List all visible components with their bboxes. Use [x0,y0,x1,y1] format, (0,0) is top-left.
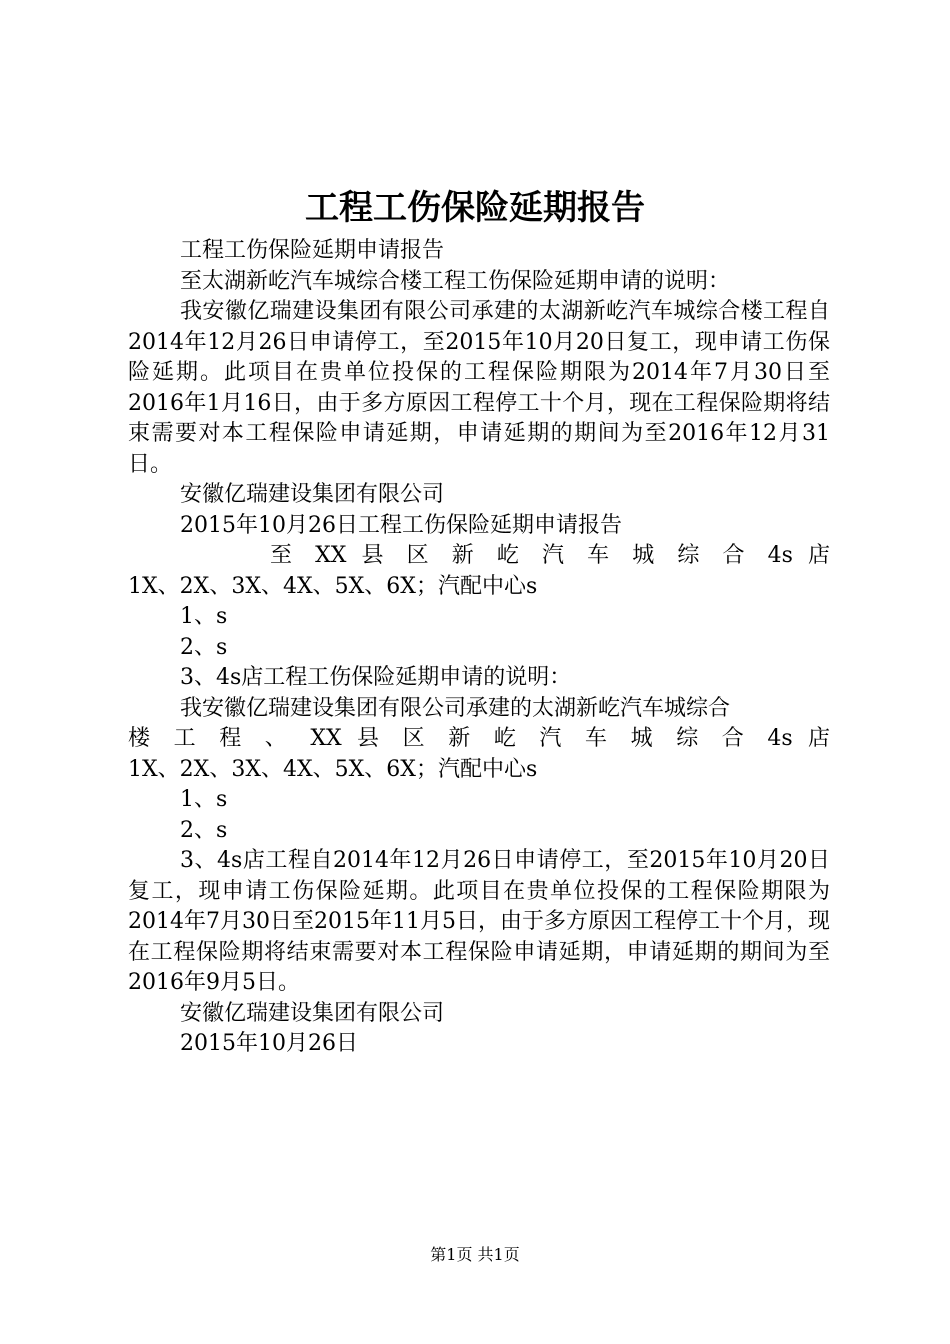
paragraph: 2015年10月26日工程工伤保险延期申请报告 [180,512,622,538]
paragraph: 我安徽亿瑞建设集团有限公司承建的太湖新屹汽车城综合楼工程自2014年12月26日申请停工，至2015年10月20日复工，现申请工伤保险延期。此项目在贵单位投保的工程保险期限为2014年7月30日至2016年1月16日，由于多方原因工程停工十个月，现在工程保险期将结束需要对本工程保险申请延期，申请延期的期间为至2016年12月31日。 [128,299,830,477]
document-body [128,236,830,1060]
paragraph: 我安徽亿瑞建设集团有限公司承建的太湖新屹汽车城综合 [180,695,731,721]
paragraph: 2、s [180,817,228,843]
paragraph: 2、s [180,634,228,660]
paragraph: 1X、2X、3X、4X、5X、6X；汽配中心s [128,573,538,599]
paragraph: 楼 工 程 、 XX 县 区 新 屹 汽 车 城 综 合 4s 店 [128,726,830,751]
paragraph: 安徽亿瑞建设集团有限公司 [180,1000,445,1026]
paragraph: 1、s [180,787,228,812]
page-footer: 第1页 共1页 [430,1245,520,1264]
paragraph: 3、4s店工程自2014年12月26日申请停工，至2015年10月20日复工，现申请工伤保险延期。此项目在贵单位投保的工程保险期限为2014年7月30日至2015年11月5日，由于多方原因工程停工十个月，现在工程保险期将结束需要对本工程保险申请延期，申请延期的期间为至2016年9月5日。 [128,848,830,995]
document-title: 工程工伤保险延期报告 [305,188,645,228]
paragraph: 2015年10月26日 [180,1031,358,1056]
paragraph: 工程工伤保险延期申请报告 [180,238,445,263]
paragraph: 3、4s店工程工伤保险延期申请的说明： [180,665,572,690]
paragraph: 1X、2X、3X、4X、5X、6X；汽配中心s [128,756,538,782]
paragraph: 安徽亿瑞建设集团有限公司 [180,482,445,507]
paragraph: 至 XX 县 区 新 屹 汽 车 城 综 合 4s 店 [270,543,830,568]
paragraph: 至太湖新屹汽车城综合楼工程工伤保险延期申请的说明： [180,268,731,294]
paragraph: 1、s [180,604,228,629]
